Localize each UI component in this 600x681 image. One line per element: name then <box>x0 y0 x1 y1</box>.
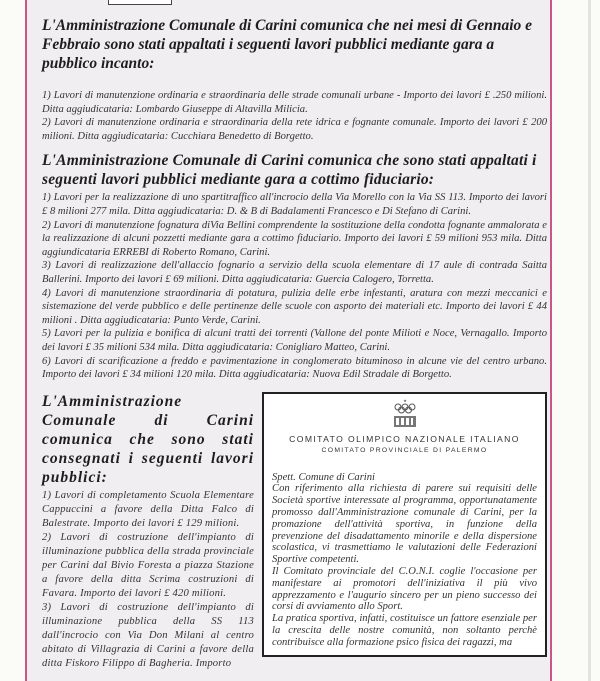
list-item: 3) Lavori di realizzazione dell'allaccio fognario a servizio della scuola elementare di 17 aule di contrada Saitta Ballerini. Importo dei lavori £ 69 milioni. Ditta aggiudicataria: Guercia Calogero, Torretta. <box>42 260 547 285</box>
page-frame <box>25 0 552 681</box>
bottom-row <box>42 392 547 671</box>
svg-text:★: ★ <box>402 397 407 403</box>
section2-list <box>42 191 547 381</box>
letter-paragraph: Il Comitato provinciale del C.O.N.I. coglie l'occasione per manifestare ai promotori dell'iniziativa il più vivo apprezzamento e l'augurio sincero per un pieno successo dei corsi di avviamento allo Sport. <box>272 566 537 613</box>
list-item: 2) Lavori di costruzione dell'impianto di illuminazione pubblica della strada provinciale per Carini dal Bivio Foresta a piazza Stazione a favore della ditta Scrima costruzioni di Favara. Importo dei lavori £ 420 milioni. <box>42 531 254 599</box>
letter-salutation: Spett. Comune di Carini <box>272 471 375 483</box>
list-item: 4) Lavori di manutenzione straordinaria di potatura, pulizia delle erbe infestanti, aratura con mezzi meccanici e sistemazione del verde pubblico e delle pertinenze delle scuole con asporto dei materiali etc. Importo dei lavori £ 44 milioni . Ditta aggiudicataria: Punto Verde, Carini. <box>42 287 547 326</box>
section3-heading: L'Amministrazione Comunale di Carini comunica che sono stati consegnati i seguenti lavori pubblici: <box>42 392 254 486</box>
list-item: 5) Lavori per la pulizia e bonifica di alcuni tratti dei torrenti (Vallone del ponte Milioti e Noce, Vernagallo. Importo dei lavori £ 35 milioni 534 mila. Ditta aggiudicataria: Conigliaro Matteo, Carini. <box>42 328 547 353</box>
org-name: COMITATO OLIMPICO NAZIONALE ITALIANO <box>289 433 520 444</box>
letter-paragraph: Con riferimento alla richiesta di parere sui requisiti delle Società sportive interessate al programma, opportunatamente promosso dall'Amministrazione comunale di Carini, per la promazione dell'attività sportiva, in funzione della prevenzione del disadattamento minorile e della dispersione scolastica, vi trasmettiamo le valutazioni delle Federazioni Sportive competenti. <box>272 483 537 566</box>
list-item: 1) Lavori di manutenzione ordinaria e straordinaria delle strade comunali urbane - Importo dei lavori £ .250 milioni. Ditta aggiudicataria: Lombardo Giuseppe di Altavilla Milicia. <box>42 90 547 115</box>
section1-list <box>42 89 547 143</box>
coni-logo-icon <box>385 398 425 430</box>
list-item: 1) Lavori di completamento Scuola Elementare Cappuccini a favore della Ditta Falco di Balestrate. Importo dei lavori £ 129 milioni. <box>42 489 254 529</box>
list-item: 3) Lavori di costruzione dell'impianto di illuminazione pubblica della SS 113 dall'incrocio con Via Don Milani al centro abitato di Villagrazia di Carini a favore della ditta Fiskoro Filippo di Bagheria. Importo <box>42 601 254 669</box>
page-crease <box>588 0 591 681</box>
section3-list <box>42 489 254 671</box>
coni-letter-box <box>262 392 547 657</box>
list-item: 2) Lavori di manutenzione ordinaria e straordinaria della rete idrica e fognante comunale. Importo dei lavori £ 200 milioni. Ditta aggiudicataria: Cucchiara Benedetto di Borgetto. <box>42 117 547 142</box>
section2-heading: L'Amministrazione Comunale di Carini comunica che sono stati appaltati i seguenti lavori pubblici mediante gara a cottimo fiduciario: <box>42 152 537 189</box>
top-box <box>108 0 172 5</box>
list-item: 1) Lavori per la realizzazione di uno spartitraffico all'incrocio della Via Morello con la Via SS 113. Importo dei lavori £ 8 milioni 277 mila. Ditta aggiudicataria: D. & B di Badalamenti Francesco e Di Stefano di Carini. <box>42 192 547 217</box>
page-content <box>42 16 547 671</box>
letter-paragraph: La pratica sportiva, infatti, costituisce un fattore esenziale per la crescita delle nostre comunità, non soltanto perchè contribuisce alla formazione psico fisica dei ragazzi, ma <box>272 613 537 648</box>
letter-body <box>272 472 537 649</box>
section1-heading: L'Amministrazione Comunale di Carini comunica che nei mesi di Gennaio e Febbraio sono stati appaltati i seguenti lavori pubblici mediante gara a pubblico incanto: <box>42 17 533 72</box>
org-subtitle: COMITATO PROVINCIALE DI PALERMO <box>321 446 488 454</box>
list-item: 6) Lavori di scarificazione a freddo e pavimentazione in conglomerato bituminoso in alcune vie del centro urbano. Importo dei lavori £ 34 milioni 120 mila. Ditta aggiudicataria: Nuova Edil Stradale di Borgetto. <box>42 355 547 381</box>
section3 <box>42 392 254 671</box>
list-item: 2) Lavori di manutenzione fognatura diVia Bellini comprendente la sostituzione della condotta fognante ammalorata e la realizzazione di alcuni pozzetti mediante gara a cottimo fiduciario. Importo dei lavori £ 59 milioni 953 mila. Ditta aggiundicataria ERREBI di Roberto Romano, Carini. <box>42 219 547 258</box>
